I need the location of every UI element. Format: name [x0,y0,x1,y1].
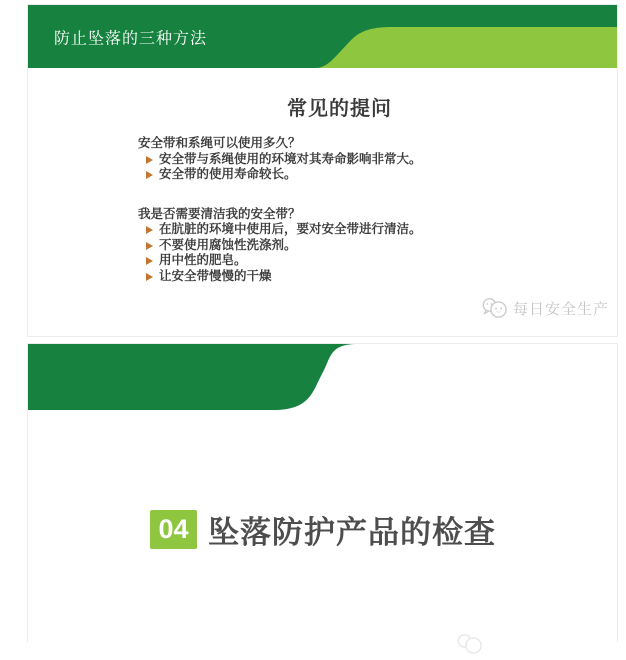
list-item-text: 在肮脏的环境中使用后，要对安全带进行清洁。 [159,222,422,236]
slide-1-title: 常见的提问 [287,98,392,120]
list-item [138,167,587,183]
right-arrowhead-icon [146,171,153,179]
watermark-partial [456,633,483,660]
watermark-text: 每日安全生产 [512,300,609,318]
list-item [138,269,587,285]
list-item [138,253,587,269]
right-arrowhead-icon [146,242,153,250]
slide-1 [27,4,618,337]
list-item-text: 用中性的肥皂。 [159,253,247,267]
list-item-text: 安全带的使用寿命较长。 [159,167,297,181]
section-number-badge: 04 [150,510,197,549]
list-item [138,222,587,238]
slide-2-header-shape [28,344,617,411]
right-arrowhead-icon [146,156,153,164]
right-arrowhead-icon [146,257,153,265]
list-item-text: 不要使用腐蚀性洗涤剂。 [159,237,297,252]
slide-1-content [28,136,617,284]
slide-1-header [28,5,617,68]
list-item-text: 安全带与系绳使用的环境对其寿命影响非常大。 [159,151,422,166]
list-item-text: 让安全带慢慢的干燥 [159,268,272,283]
list-item [138,238,587,254]
question-text: 安全带和系绳可以使用多久？ [138,136,301,150]
slide-2-title-row [150,507,496,552]
qa-block-lifespan [138,136,587,183]
qa-block-cleaning [138,207,587,285]
right-arrowhead-icon [146,273,153,281]
chat-bubbles-icon [456,633,483,655]
question-text: 我是否需要清洁我的安全带？ [138,206,301,221]
right-arrowhead-icon [146,226,153,234]
slide-2 [27,343,618,642]
watermark [481,297,609,319]
slide-1-header-title: 防止坠落的三种方法 [54,30,208,47]
chat-bubbles-icon [481,297,508,319]
list-item [138,152,587,168]
slide-2-title: 坠落防护产品的检查 [208,515,496,550]
